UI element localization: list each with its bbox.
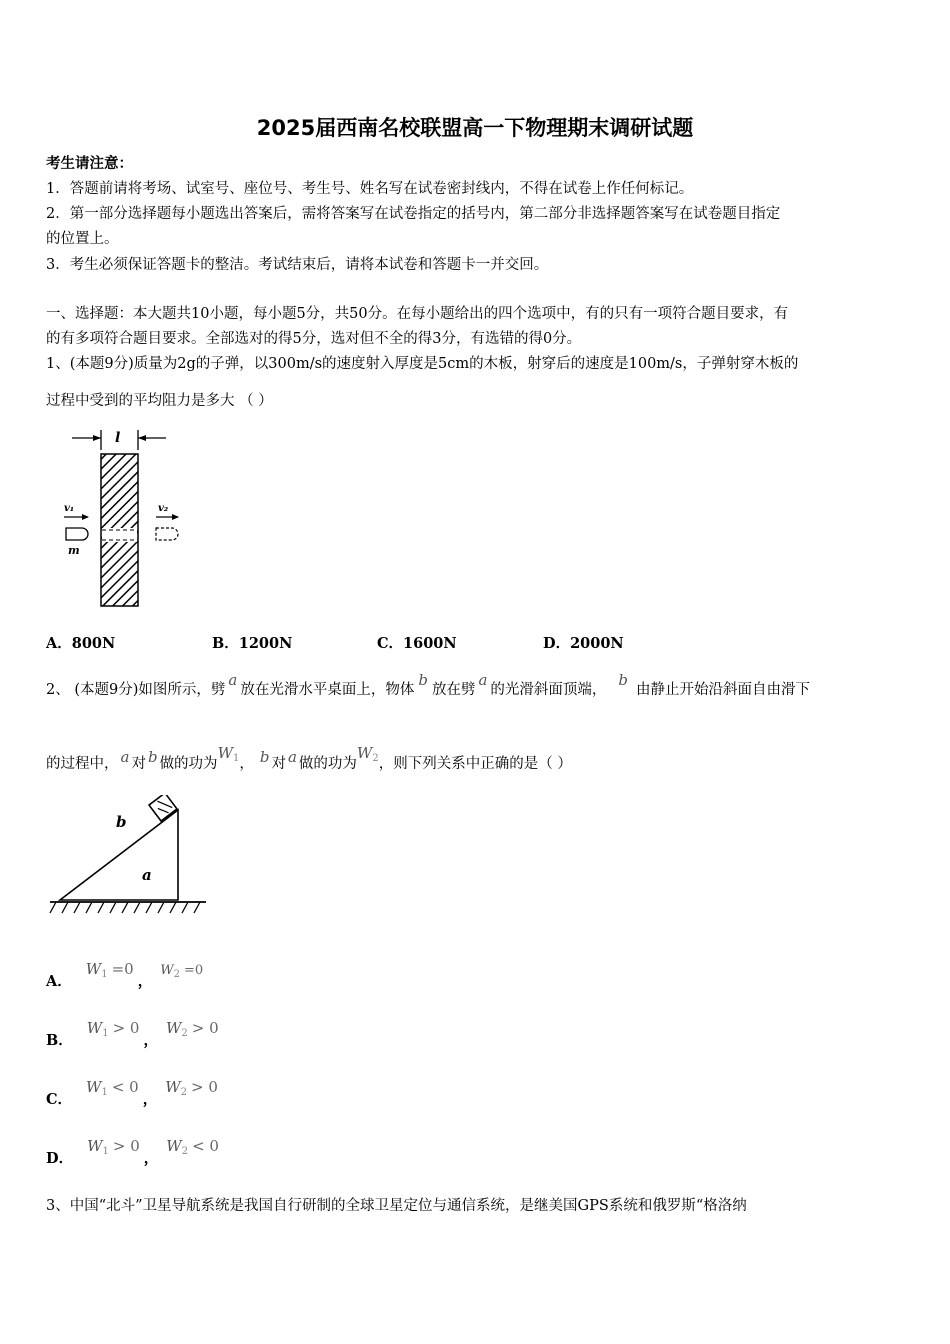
q2-text-2 [46,744,572,774]
q1-option-c[interactable]: C．1600N [377,635,457,652]
q2-opt-d-w1: W [87,1137,103,1155]
q2-l2-b2: b [259,748,270,766]
q2-fig-b: b [116,813,127,831]
q2-l2-dui: 对 [131,756,146,772]
q2-opt-c-label: C． [46,1091,73,1108]
section-instructions-2: 的有多项符合题目要求。全部选对的得5分，选对但不全的得3分，有选错的得0分。 [46,331,582,347]
q2-l2-zg2: 做的功为 [298,756,357,772]
q2-option-b[interactable] [46,1017,219,1049]
q2-opt-a-label: A． [46,973,72,990]
q2-opt-a-w1: W [85,960,102,978]
q2-opt-d-w2-rel: < 0 [192,1137,219,1155]
q2-opt-c-w1: W [86,1078,102,1096]
notice-item-2: 2．第一部分选择题每小题选出答案后，需将答案写在试卷指定的括号内，第二部分非选择题答案写在试卷题目指定 [46,206,781,222]
q2-option-a[interactable] [46,958,204,990]
q2-opt-a-w2-sub: 2 [173,969,180,980]
q2-opt-d-comma: ， [143,1150,159,1167]
q2-var-a2: a [478,671,488,689]
q2-t5: 由静止开始沿斜面自由滑下 [636,682,810,698]
q2-l2-w2-sub: 2 [372,753,379,764]
q2-opt-a-w2: W [160,963,174,978]
q2-l2-comma: ， [239,756,254,772]
notice-item-2-cont: 的位置上。 [46,231,119,247]
q1-option-d[interactable]: D．2000N [543,635,624,652]
q2-option-c[interactable] [46,1076,218,1108]
notice-item-1: 1．答题前请将考场、试室号、座位号、考生号、姓名写在试卷密封线内，不得在试卷上作任何标记。 [46,181,694,197]
q2-t1: 2、 (本题9分)如图所示，劈 [46,682,226,698]
q2-l2-b: b [147,748,158,766]
q2-opt-c-w2: W [165,1078,181,1096]
q2-l2-w1-sub: 1 [232,753,240,764]
q1-option-a[interactable]: A．800N [46,635,116,652]
q1-fig-m: m [68,544,80,557]
q2-opt-a-w1-sub: 1 [101,969,108,980]
q1-fig-l: l [115,430,121,446]
q2-opt-d-w2-sub: 2 [181,1146,189,1157]
q2-l2-w1: W [217,744,233,762]
q2-var-b: b [418,671,428,689]
q1-fig-v2: v₂ [158,503,169,514]
q2-l2-a: a [120,748,130,766]
q2-t3: 放在劈 [431,682,476,698]
notice-heading: 考生请注意： [46,155,133,172]
q2-t4: 的光滑斜面顶端， [490,682,607,698]
q2-t2: 放在光滑水平桌面上，物体 [240,682,415,698]
q2-opt-d-w1-rel: > 0 [112,1137,140,1155]
q1-text-1: 1、(本题9分)质量为2g的子弹，以300m/s的速度射入厚度是5cm的木板，射穿后的速度是100m/s，子弹射穿木板的 [46,356,799,372]
q2-var-b2: b [618,671,628,689]
q2-l2-dui2: 对 [271,756,286,772]
q2-opt-b-label: B． [46,1032,73,1049]
q2-opt-d-w1-sub: 1 [102,1146,109,1157]
q2-opt-c-w1-sub: 1 [101,1087,108,1098]
q1-figure [58,422,188,617]
q2-opt-a-comma: ， [137,973,153,990]
q2-opt-b-w1-sub: 1 [102,1028,109,1039]
q2-opt-b-w1: W [86,1019,103,1037]
section-instructions-1: 一、选择题：本大题共10小题，每小题5分，共50分。在每小题给出的四个选项中，有的只有一项符合题目要求，有 [46,306,789,322]
q1-text-2: 过程中受到的平均阻力是多大 （ ） [46,393,273,409]
q2-opt-d-label: D． [46,1150,74,1167]
q2-l2-a2: a [287,748,297,766]
q3-text-1: 3、中国“北斗”卫星导航系统是我国自行研制的全球卫星定位与通信系统，是继美国GPS系统和俄罗斯“格洛纳 [46,1198,747,1214]
notice-item-3: 3．考生必须保证答题卡的整洁。考试结束后，请将本试卷和答题卡一并交回。 [46,257,549,273]
q2-l2-zg: 做的功为 [159,756,218,772]
q2-fig-a: a [142,866,152,884]
q2-option-d[interactable] [46,1135,219,1167]
q2-opt-b-w1-rel: > 0 [112,1019,140,1037]
q2-text-1 [46,671,810,699]
q1-fig-v1: v₁ [64,503,75,514]
page-title: 2025届西南名校联盟高一下物理期末调研试题 [256,116,694,140]
q2-l2-w2: W [356,744,373,762]
q2-l2-t1: 的过程中， [46,756,119,772]
q2-opt-c-comma: ， [142,1091,158,1108]
q2-opt-c-w1-rel: < 0 [111,1078,139,1096]
q2-opt-c-w2-rel: > 0 [191,1078,218,1096]
q2-figure [46,795,211,920]
q2-opt-b-w2-rel: > 0 [191,1019,219,1037]
q2-opt-a-w1-rel: =0 [111,960,134,978]
q2-opt-a-w2-rel: =0 [183,963,204,978]
q2-opt-b-comma: ， [143,1032,158,1049]
q1-option-b[interactable]: B．1200N [212,635,293,652]
q2-opt-b-w2-sub: 2 [181,1028,188,1039]
q2-var-a: a [228,671,238,689]
q2-opt-c-w2-sub: 2 [180,1087,188,1098]
q2-opt-d-w2: W [166,1137,182,1155]
q2-l2-tail: ，则下列关系中正确的是（ ） [378,756,572,772]
q2-opt-b-w2: W [165,1019,182,1037]
